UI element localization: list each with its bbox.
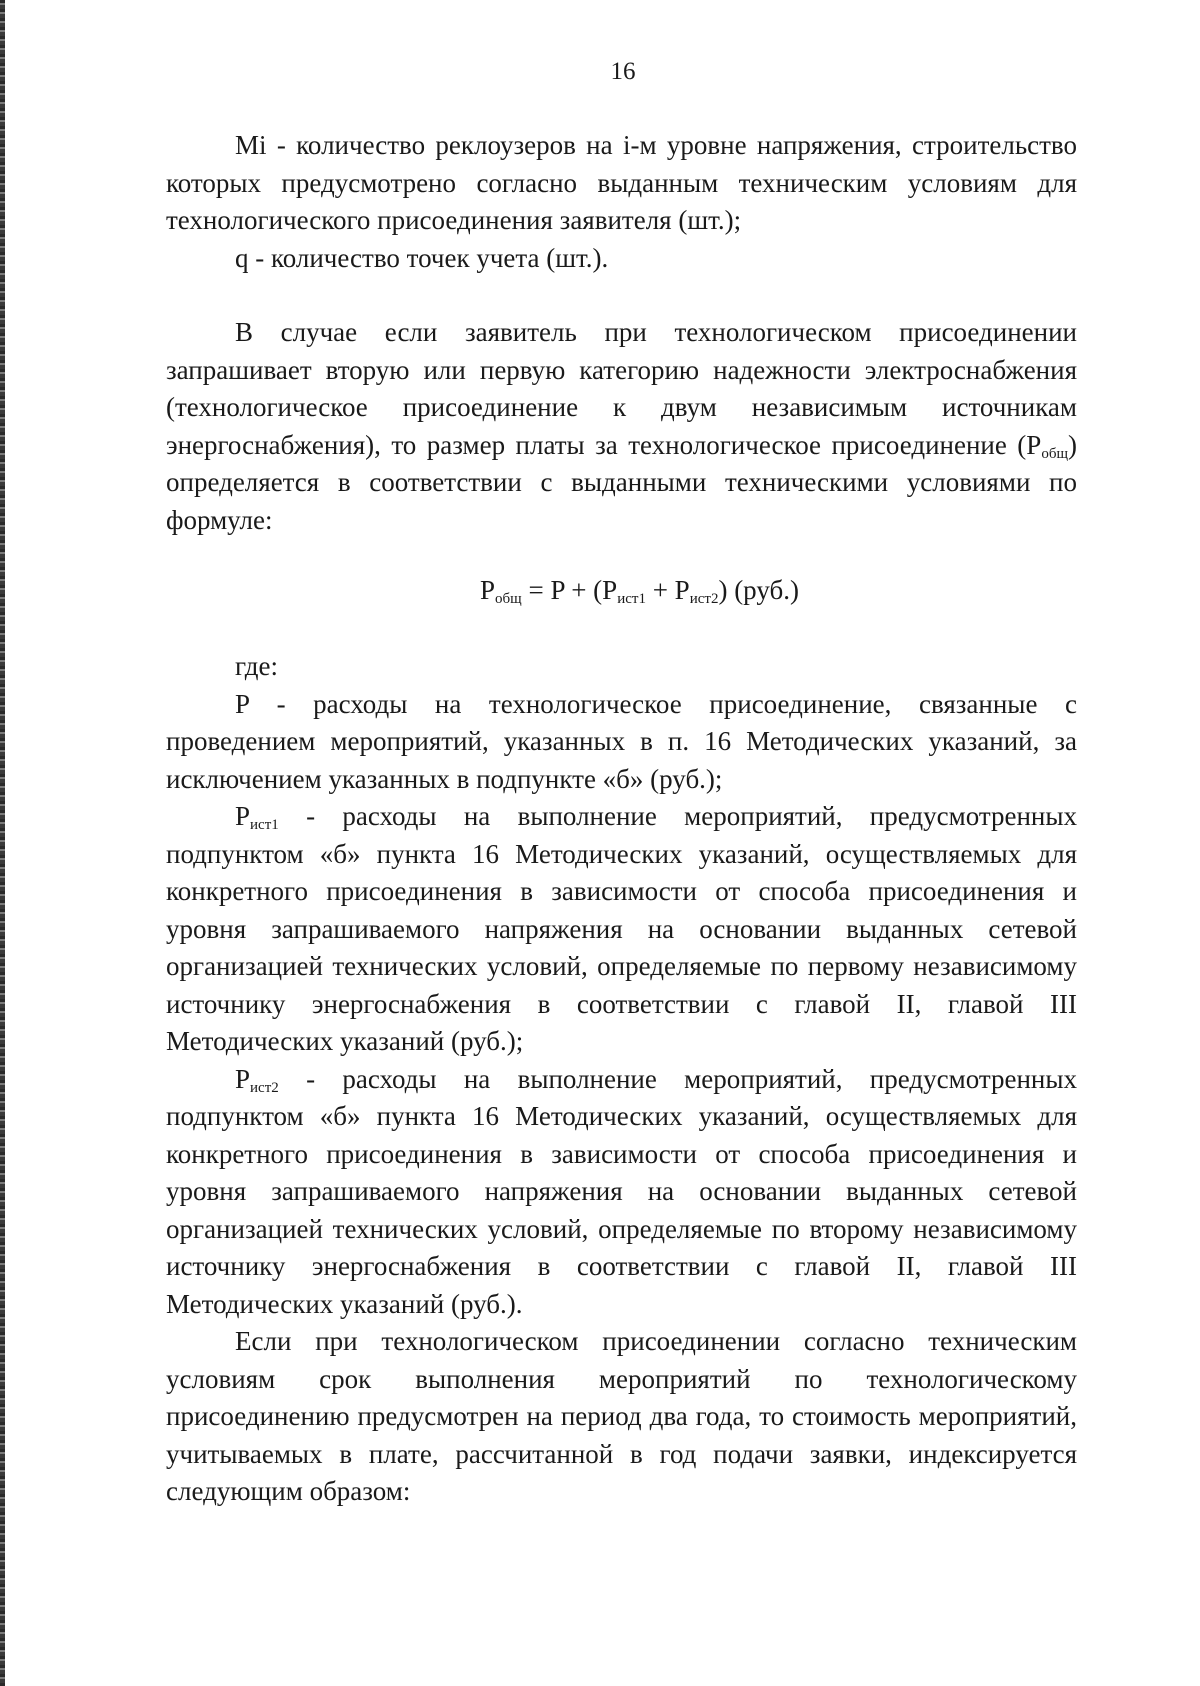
- formula-part-3: ) (руб.): [718, 575, 799, 605]
- formula-lhs: P: [480, 575, 496, 605]
- paragraph-text-end: ) определяется в соответствии с выданными техническими условиями по формуле:: [166, 429, 1077, 535]
- total-fee-formula: [480, 575, 799, 606]
- p-total-symbol: P: [1026, 429, 1042, 460]
- p-source2-text: - расходы на выполнение мероприятий, предусмотренных подпунктом «б» пункта 16 Методических указаний, осуществляемых для конкретного присоединения в зависимости от способа присоединения и уровня запрашиваемого напряжения на основании выданных сетевой организацией технических условий, определяемые по второму независимому источнику энергоснабжения в соответствии с главой II, главой III Методических указаний (руб.).: [166, 1063, 1077, 1319]
- p-source1-text: - расходы на выполнение мероприятий, предусмотренных подпунктом «б» пункта 16 Методических указаний, осуществляемых для конкретного присоединения в зависимости от способа присоединения и уровня запрашиваемого напряжения на основании выданных сетевой организацией технических условий, определяемые по первому независимому источнику энергоснабжения в соответствии с главой II, главой III Методических указаний (руб.);: [166, 801, 1077, 1056]
- paragraph-text-start: В случае если заявитель при технологическом присоединении запрашивает вторую или первую категорию надежности электроснабжения (технологическое присоединение к двум независимым источникам энергоснабжения), то размер платы за технологическое присоединение (: [166, 317, 1077, 460]
- q-definition: q - количество точек учета (шт.).: [235, 242, 609, 273]
- p-total-subscript: общ: [1041, 445, 1068, 462]
- variables-block: [166, 127, 1077, 277]
- p-source1-definition: [166, 798, 1077, 1061]
- where-label: где:: [235, 651, 278, 681]
- formula-part-2: + P: [645, 575, 690, 605]
- p-source2-symbol: P: [235, 1063, 251, 1094]
- p-source1-symbol: P: [235, 801, 251, 831]
- formula-part-1: = P + (P: [521, 575, 618, 605]
- indexation-paragraph: Если при технологическом присоединении согласно техническим условиям срок выполнения мероприятий по технологическому присоединению предусмотрен на период два года, то стоимость мероприятий, учитываемых в плате, рассчитанной в год подачи заявки, индексируется следующим образом:: [166, 1326, 1077, 1506]
- definitions-block: [166, 648, 1077, 1511]
- p-source2-definition: [166, 1061, 1077, 1324]
- mi-definition: Mi - количество реклоузеров на i-м уровне напряжения, строительство которых предусмотрено согласно выданным техническим условиям для технологического присоединения заявителя (шт.);: [166, 130, 1077, 235]
- p-source2-subscript: ист2: [250, 1079, 279, 1096]
- formula-subscript-2: ист2: [689, 591, 719, 607]
- formula-lhs-subscript: общ: [495, 591, 522, 607]
- two-sources-paragraph-block: [166, 314, 1077, 539]
- formula-subscript-1: ист1: [617, 591, 646, 607]
- p-definition: P - расходы на технологическое присоединение, связанные с проведением мероприятий, указанных в п. 16 Методических указаний, за исключением указанных в подпункте «б» (руб.);: [166, 688, 1077, 794]
- page-number: 16: [610, 58, 636, 85]
- two-sources-paragraph: [166, 314, 1077, 539]
- p-source1-subscript: ист1: [250, 817, 279, 833]
